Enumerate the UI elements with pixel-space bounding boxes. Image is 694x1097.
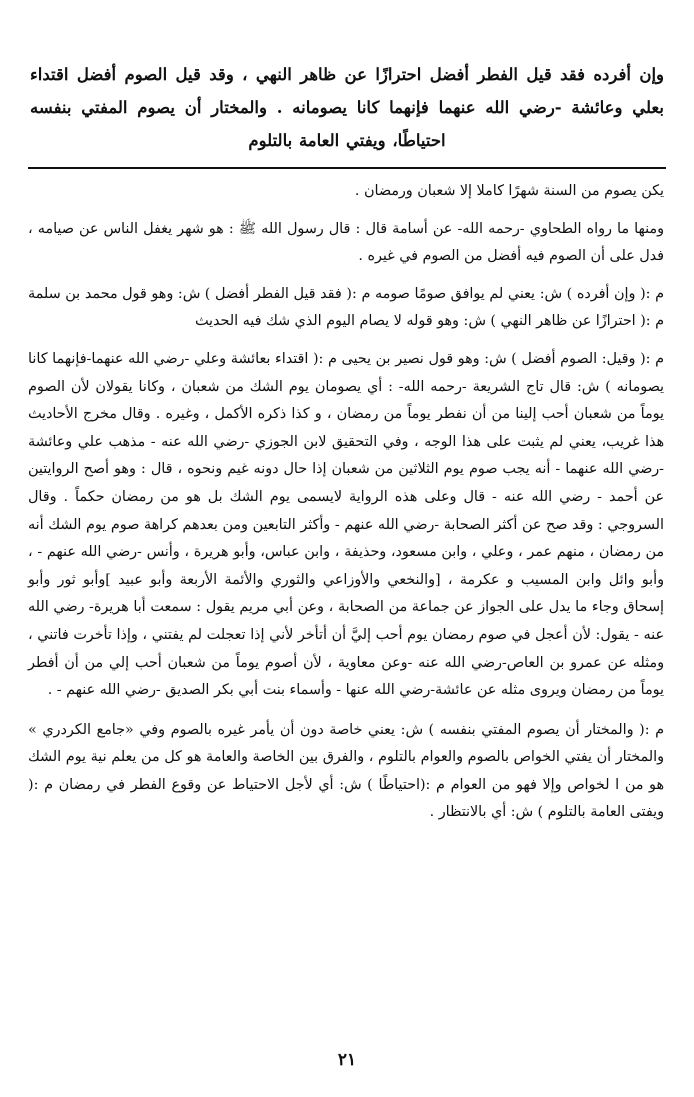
page-number: ٢١ xyxy=(337,1050,357,1070)
section-divider xyxy=(28,167,666,169)
main-text-block: وإن أفرده فقد قيل الفطر أفضل احترازًا عن ظاهر النهي ، وقد قيل الصوم أفضل اقتداء بعلي وعائشة -رضي الله عنهما فإنهما كانا يصومانه . والمختار أن يصوم المفتي بنفسه احتياطًا، ويفتي العامة بالتلوم xyxy=(30,65,664,150)
commentary-paragraph: م :( والمختار أن يصوم المفتي بنفسه ) ش: يعني خاصة دون أن يأمر غيره بالصوم وفي «جامع الكردري » والمختار أن يفتي الخواص بالصوم والعوام بالتلوم ، والفرق بين الخاصة والعامة هو كل من يعلم نية يوم الشك هو من ا لخواص وإلا فهو من العوام م :(احتياطًا ) ش: أي لأجل الاحتياط عن وقوع الفطر في رمضان م :( ويفتى العامة بالتلوم ) ش: أي بالانتظار . xyxy=(28,721,664,821)
commentary-paragraph: ومنها ما رواه الطحاوي -رحمه الله- عن أسامة قال : قال رسول الله ﷺ : هو شهر يغفل الناس عن صيامه ، فدل على أن الصوم فيه أفضل من الصوم في غيره . xyxy=(28,220,664,265)
commentary-block xyxy=(28,178,664,837)
commentary-paragraph: يكن يصوم من السنة شهرًا كاملا إلا شعبان ورمضان . xyxy=(354,183,664,199)
commentary-paragraph: م :( وإن أفرده ) ش: يعني لم يوافق صومًا صومه م :( فقد قيل الفطر أفضل ) ش: وهو قول محمد بن سلمة م :( احترازًا عن ظاهر النهي ) ش: وهو قوله لا يصام اليوم الذي شك فيه الحديث xyxy=(28,285,664,330)
commentary-paragraph: م :( وقيل: الصوم أفضل ) ش: وهو قول نصير بن يحيى م :( اقتداء بعائشة وعلي -رضي الله عنهما-فإنهما كانا يصومانه ) ش: قال تاج الشريعة -رحمه الله- : أي يصومان يوم الشك من شعبان ، وكانا يقولان لأن الصوم يوماً من شعبان أحب إلينا من أن نفطر يوماً من رمضان ، و كذا ذكره الأكمل ، وغيره . وقال مخرج الأحاديث هذا غريب، يعني لم يثبت على هذا الوجه ، وفي التحقيق لابن الجوزي -رضي الله عنه - مذهب علي وعائشة -رضي الله عنهما - أنه يجب صوم يوم الثلاثين من شعبان إذا حال دونه غيم ونحوه ، قال : وهو أصح الروايتين عن أحمد - رضي الله عنه - قال وعلى هذه الرواية لايسمى يوم الشك بل هو من رمضان حكماً . وقال السروجي : وقد صح عن أكثر الصحابة -رضي الله عنهم - وأكثر التابعين ومن بعدهم كراهة صوم يوم الشك أنه من رمضان ، منهم عمر ، وعلي ، وابن مسعود، وحذيفة ، وابن عباس، وأبو هريرة ، وأنس -رضي الله عنهم - ، وأبو وائل وابن المسيب و عكرمة ، [والنخعي والأوزاعي والثوري والأئمة الأربعة وأبو عبيد ]وأبو ثور وأبو إسحاق وجاء ما يدل على الجواز عن جماعة من الصحابة ، وعن أبي مريم يقول : سمعت أبا هريرة- رضي الله عنه - يقول: لأن أعجل في صوم رمضان يوم أحب إليَّ أن أتأخر لأني إذا تعجلت لم يفتني ، وإذا تأخرت فاتني ، ومثله عن عمرو بن العاص-رضي الله عنه -وعن معاوية ، لأن أصوم يوماً من شعبان أحب إلي من أن أفطر يوماً من رمضان ويروى مثله عن عائشة-رضي الله عنها - وأسماء بنت أبي بكر الصديق -رضي الله عنهم - . xyxy=(28,350,664,699)
